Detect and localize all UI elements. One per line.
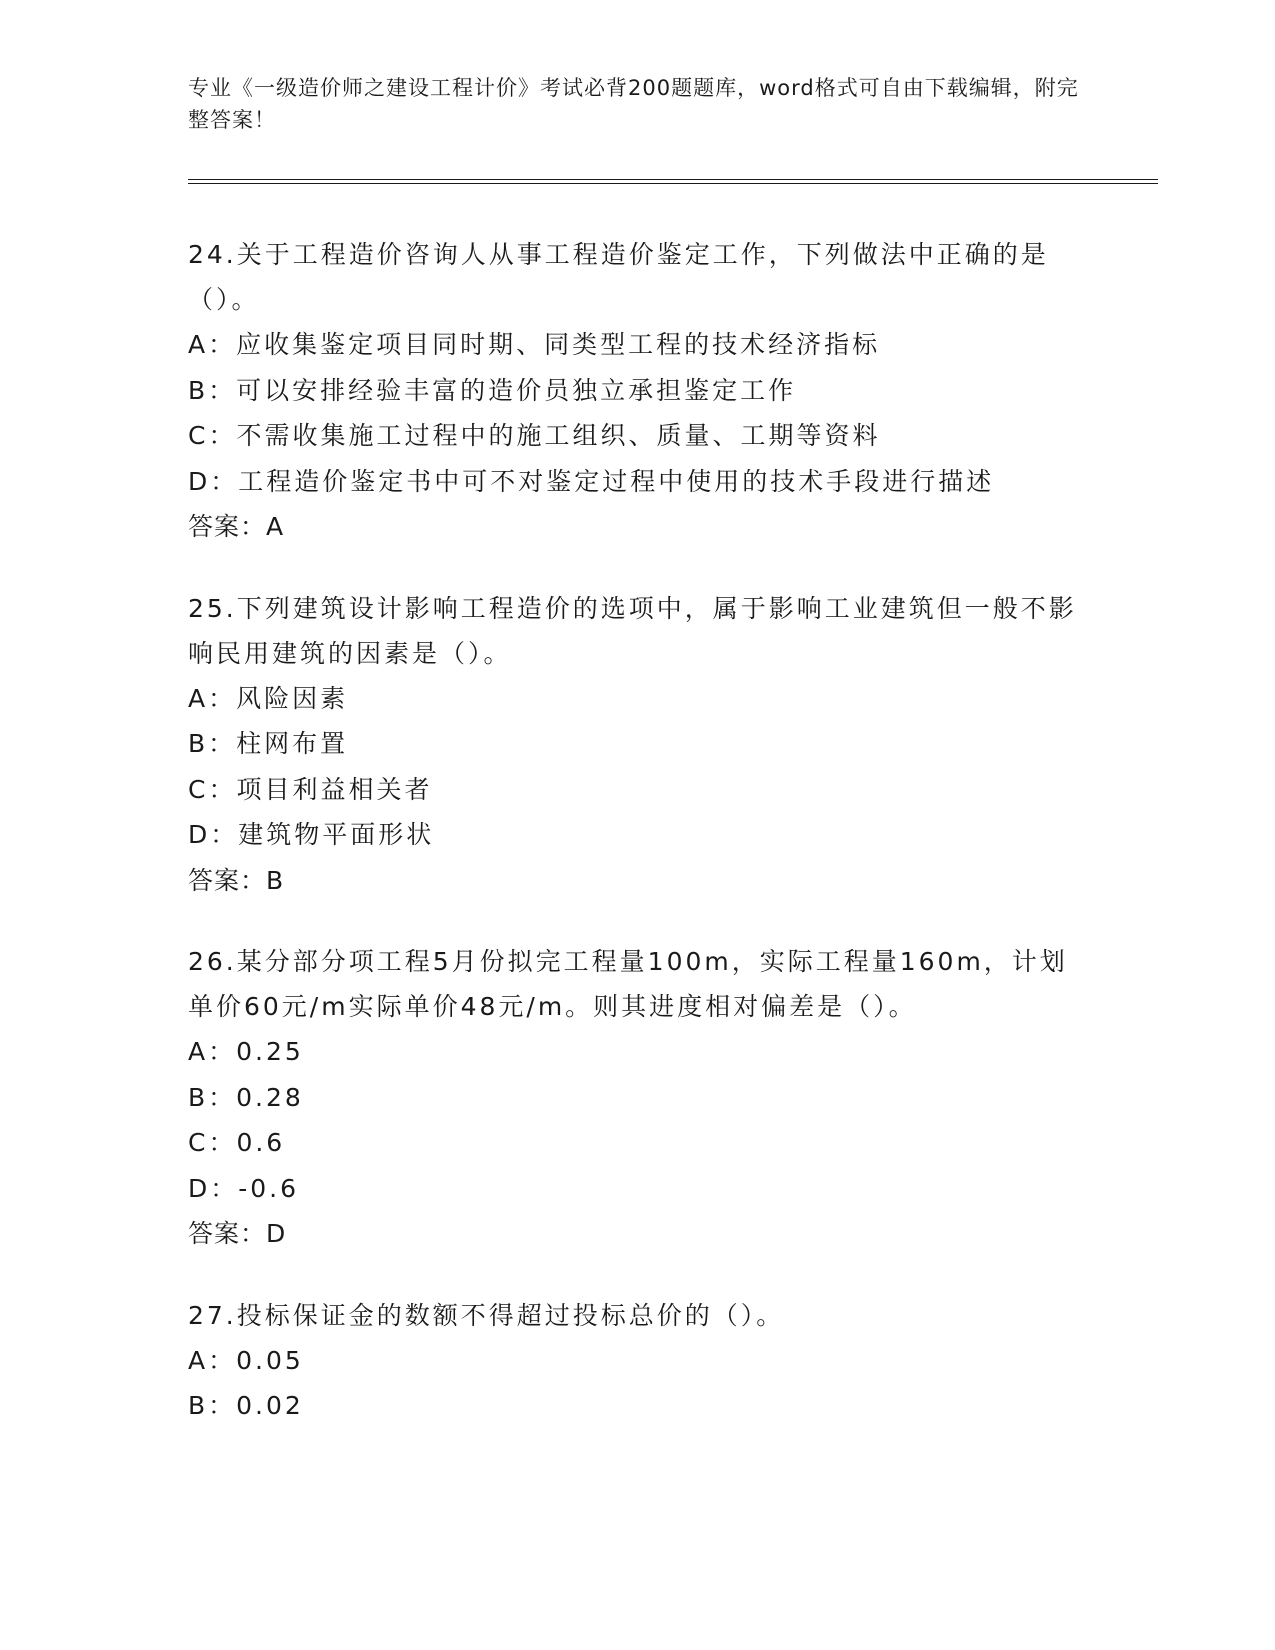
option-b: B：柱网布置 — [188, 729, 349, 758]
option-c: C：不需收集施工过程中的施工组织、质量、工期等资料 — [188, 421, 881, 450]
question-27 — [188, 1293, 1088, 1429]
option-d: D：建筑物平面形状 — [188, 820, 435, 849]
answer: 答案：D — [188, 1219, 287, 1248]
option-c: C：0.6 — [188, 1128, 286, 1157]
option-d: D：工程造价鉴定书中可不对鉴定过程中使用的技术手段进行描述 — [188, 466, 995, 496]
header-divider-bottom — [188, 183, 1158, 184]
answer: 答案：A — [188, 512, 285, 541]
header-divider-top — [188, 179, 1158, 180]
option-a: A：应收集鉴定项目同时期、同类型工程的技术经济指标 — [188, 330, 881, 359]
option-a: A：0.25 — [188, 1037, 304, 1066]
option-a: A：风险因素 — [188, 683, 349, 713]
option-a: A：0.05 — [188, 1345, 304, 1375]
question-text: 27.投标保证金的数额不得超过投标总价的（）。 — [188, 1300, 785, 1330]
answer: 答案：B — [188, 865, 285, 895]
question-text: 25.下列建筑设计影响工程造价的选项中，属于影响工业建筑但一般不影响民用建筑的因素是（）。 — [188, 593, 1077, 668]
option-c: C：项目利益相关者 — [188, 774, 433, 804]
question-text: 26.某分部分项工程5月份拟完工程量100m，实际工程量160m，计划单价60元/m实际单价48元/m。则其进度相对偏差是（）。 — [188, 947, 1068, 1021]
option-b: B：0.02 — [188, 1391, 304, 1420]
question-26 — [188, 939, 1088, 1257]
question-25 — [188, 586, 1088, 904]
question-text: 24.关于工程造价咨询人从事工程造价鉴定工作，下列做法中正确的是（）。 — [188, 240, 1049, 314]
question-list — [188, 232, 1088, 1465]
option-b: B：可以安排经验丰富的造价员独立承担鉴定工作 — [188, 375, 797, 405]
question-24 — [188, 232, 1088, 550]
option-d: D：-0.6 — [188, 1173, 300, 1203]
page-header: 专业《一级造价师之建设工程计价》考试必背200题题库，word格式可自由下载编辑，附完整答案！ — [188, 76, 1079, 132]
option-b: B：0.28 — [188, 1082, 304, 1112]
